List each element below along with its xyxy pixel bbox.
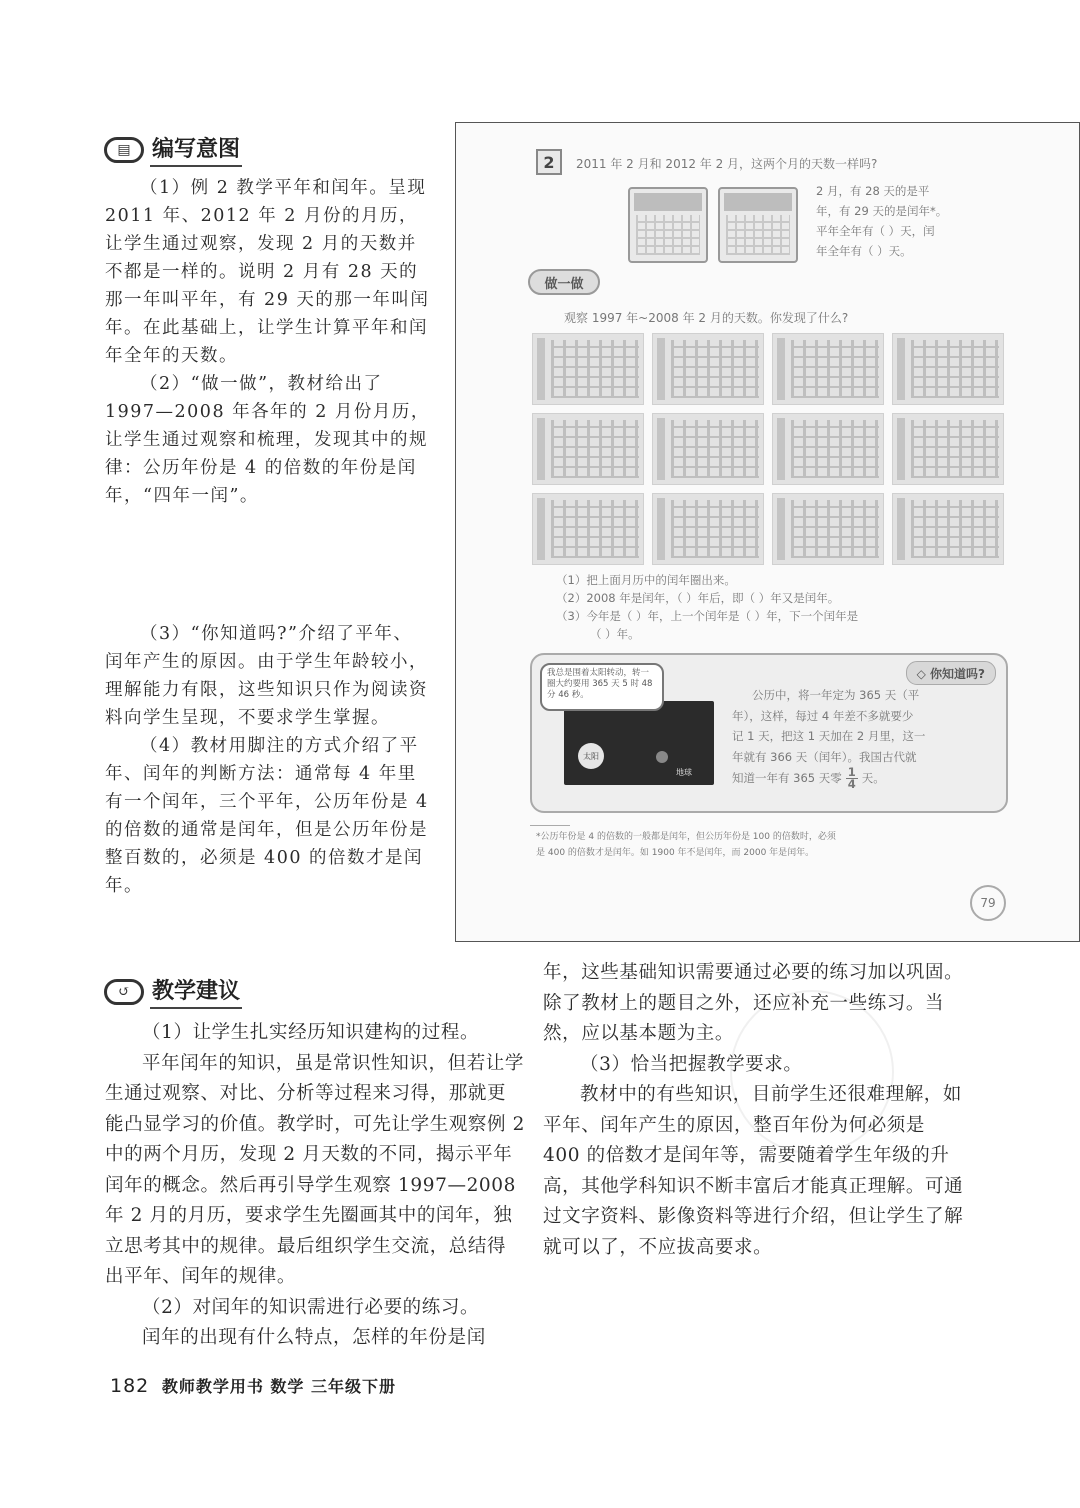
paragraph: （3）“你知道吗?”介绍了平年、闰年产生的原因。由于学生年龄较小，理解能力有限，这些知识只作为阅读资料向学生呈现，不要求学生掌握。 [105, 624, 428, 728]
teaching-suggestions-right [543, 958, 965, 1263]
try-it-label: 做一做 [528, 269, 600, 295]
footnote-line: 是 400 的倍数才是闰年。如 1900 年不是闰年，而 2000 年是闰年。 [536, 848, 815, 858]
textbook-page-number: 79 [970, 885, 1006, 921]
speech-bubble: 我总是围着太阳转动，转一圈大约要用 365 天 5 时 48 分 46 秒。 [540, 663, 664, 711]
teaching-suggestions-left [105, 1018, 525, 1354]
earth-icon [656, 751, 668, 763]
section-header-writing-intent [104, 132, 242, 167]
paragraph: （1）例 2 教学平年和闰年。呈现 2011 年、2012 年 2 月份的月历，让学生通过观察，发现 2 月的天数并不都是一样的。说明 2 月有 28 天的那一年叫平年，有 29 天的那一年叫闰年。在此基础上，让学生计算平年和闰年全年的天数。 [105, 178, 430, 366]
calendar-month-block [772, 333, 884, 405]
book-icon: ▤ [104, 137, 144, 163]
calendar-2012-icon [718, 187, 798, 263]
calendar-month-block [652, 413, 764, 485]
task-3-cont: （ ）年。 [590, 627, 640, 641]
section-title: 教学建议 [150, 974, 242, 1009]
text-line: 记 1 天，把这 1 天加在 2 月里，这一 [732, 729, 926, 743]
calendar-month-block [892, 493, 1004, 565]
writing-intent-part1 [105, 174, 431, 510]
textbook-page-image [455, 122, 1080, 942]
explanation-text [816, 181, 947, 261]
calendar-month-block [652, 333, 764, 405]
footnote [536, 829, 836, 861]
calendar-month-block [532, 493, 644, 565]
text-line: 年），这样，每过 4 年差不多就要少 [732, 708, 914, 723]
calendar-month-block [892, 413, 1004, 485]
paragraph: （4）教材用脚注的方式介绍了平年、闰年的判断方法：通常每 4 年里有一个闰年，三个平年，公历年份是 4 的倍数的通常是闰年，但是公历年份是整百数的，必须是 400 的倍数才是闰年。 [105, 736, 429, 896]
text-line: 年全年有（ ）天。 [816, 244, 912, 258]
example-question: 2011 年 2 月和 2012 年 2 月，这两个月的天数一样吗? [576, 157, 878, 171]
text-line: 公历中，将一年定为 365 天（平 [752, 688, 920, 702]
paragraph: （2）对闰年的知识需进行必要的练习。 [142, 1296, 480, 1318]
sun-icon [578, 743, 604, 769]
calendar-month-block [652, 493, 764, 565]
fraction-numerator: 1 [847, 765, 856, 779]
footnote-line: *公历年份是 4 的倍数的一般都是闰年，但公历年份是 100 的倍数时，必须 [536, 832, 836, 842]
book-title: 教师教学用书 数学 三年级下册 [161, 1377, 396, 1396]
task-2: （2）2008 年是闰年，（ ）年后，即（ ）年又是闰年。 [556, 591, 840, 605]
calendar-2011-icon [628, 187, 708, 263]
did-you-know-box [530, 653, 1008, 813]
paragraph: 闰年的出现有什么特点，怎样的年份是闰 [142, 1327, 486, 1348]
calendar-month-block [772, 413, 884, 485]
calendar-month-block [772, 493, 884, 565]
calendar-month-block [532, 333, 644, 405]
text-line: 2 月，有 28 天的是平 [816, 184, 930, 198]
teaching-icon: ↺ [104, 979, 144, 1005]
did-you-know-tag: ◇ 你知道吗? [906, 661, 996, 685]
paragraph: 年，这些基础知识需要通过必要的练习加以巩固。除了教材上的题目之外，还应补充一些练习。当然，应以基本题为主。 [543, 962, 964, 1044]
sun-earth-illustration [564, 701, 714, 785]
did-you-know-text [732, 685, 925, 790]
sun-label: 太阳 [583, 751, 599, 761]
calendar-month-block [532, 413, 644, 485]
fraction [846, 767, 858, 790]
page-footer [110, 1374, 396, 1397]
example-number: 2 [536, 149, 562, 175]
text-segment: 知道一年有 365 天零 [732, 771, 842, 786]
paragraph: 教材中的有些知识，目前学生还很难理解，如平年、闰年产生的原因，整百年份为何必须是 400 的倍数才是闰年等，需要随着学生年级的升高，其他学科知识不断丰富后才能真正理解。可通过文字资料、影像资料等进行介绍，但让学生了解就可以了，不应拔高要求。 [543, 1084, 964, 1258]
calendar-month-block [892, 333, 1004, 405]
paragraph: （3）恰当把握教学要求。 [580, 1053, 803, 1075]
text-line: 年就有 366 天（闰年）。我国古代就 [732, 749, 917, 764]
paragraph: 平年闰年的知识，虽是常识性知识，但若让学生通过观察、对比、分析等过程来习得，那就更能凸显学习的价值。教学时，可先让学生观察例 2 中的两个月历，发现 2 月天数的不同，揭示平年闰年的概念。然后再引导学生观察 1997—2008 年 2 月的月历，要求学生先圈画其中的闰年，独立思考其中的规律。最后组织学生交流，总结得出平年、闰年的规律。 [105, 1052, 525, 1287]
paragraph: （2）“做一做”，教材给出了 1997—2008 年各年的 2 月份月历，让学生通过观察和梳理，发现其中的规律：公历年份是 4 的倍数的年份是闰年，“四年一闰”。 [105, 374, 430, 506]
text-segment: 天。 [861, 771, 885, 786]
section-header-teaching-suggestions [104, 974, 242, 1009]
footnote-rule [530, 825, 570, 826]
text-line-fraction [732, 767, 925, 790]
observe-prompt: 观察 1997 年~2008 年 2 月的天数。你发现了什么? [564, 311, 849, 325]
page-number: 182 [110, 1375, 150, 1397]
task-1: （1）把上面月历中的闰年圈出来。 [556, 573, 736, 587]
paragraph: （1）让学生扎实经历知识建构的过程。 [142, 1022, 480, 1043]
task-list [556, 571, 858, 643]
text-line: 年，有 29 天的是闰年*。 [816, 204, 948, 218]
task-3: （3）今年是（ ）年，上一个闰年是（ ）年，下一个闰年是 [556, 609, 859, 623]
fraction-denominator: 4 [847, 777, 856, 791]
writing-intent-part2 [105, 620, 431, 900]
text-line: 平年全年有（ ）天，闰 [816, 224, 935, 238]
earth-label: 地球 [676, 768, 692, 777]
section-title: 编写意图 [150, 132, 242, 167]
